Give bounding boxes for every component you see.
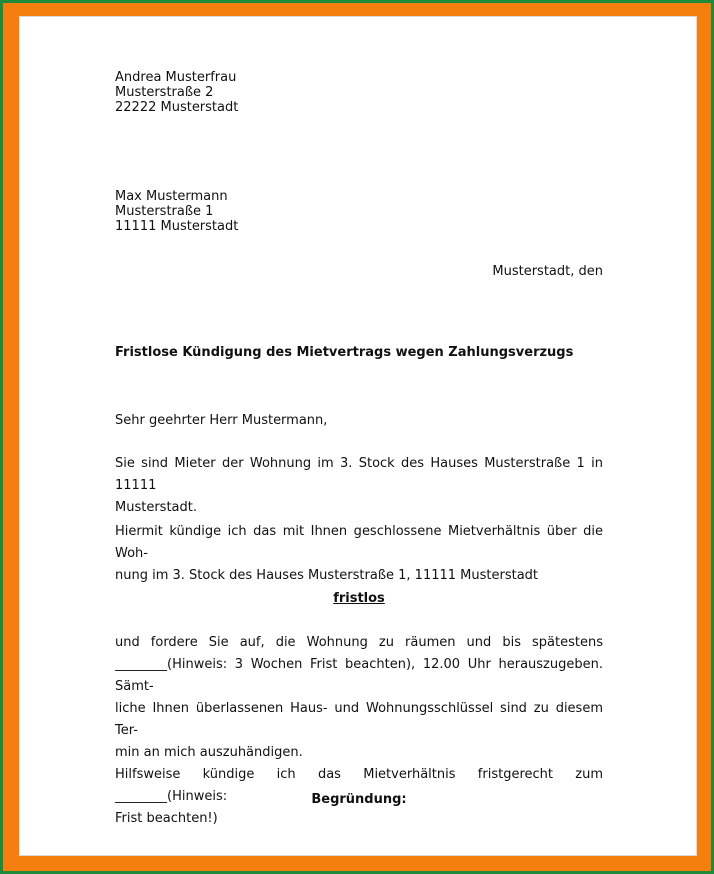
- paragraph-1-line: Musterstadt.: [115, 500, 197, 515]
- paragraph-3-line: ________(Hinweis: 3 Wochen Frist beachten), 12.00 Uhr herauszugeben. Sämt-: [115, 657, 603, 694]
- paragraph-3-line: min an mich auszuhändigen.: [115, 745, 303, 760]
- place-date-text: Musterstadt, den: [492, 264, 603, 279]
- letter-page: [19, 16, 697, 856]
- paragraph-1: [115, 453, 603, 519]
- paragraph-1-line: Sie sind Mieter der Wohnung im 3. Stock des Hauses Musterstraße 1 in 11111: [115, 456, 603, 493]
- recipient-street: Musterstraße 1: [115, 204, 214, 219]
- reason-heading-text: Begründung:: [311, 792, 407, 807]
- emphasis-block: [115, 591, 603, 606]
- paragraph-3-line: Hilfsweise kündige ich das Mietverhältnis fristgerecht zum ________(Hinweis:: [115, 767, 603, 804]
- emphasis-fristlos: fristlos: [333, 591, 385, 606]
- place-date: [115, 264, 603, 279]
- paragraph-2-line: nung im 3. Stock des Hauses Musterstraße 1, 11111 Musterstadt: [115, 568, 539, 583]
- recipient-address: [115, 189, 603, 234]
- recipient-name: Max Mustermann: [115, 189, 228, 204]
- salutation: [115, 413, 603, 428]
- recipient-city: 11111 Musterstadt: [115, 219, 239, 234]
- paragraph-3-line: Frist beachten!): [115, 811, 218, 826]
- subject-line: [115, 345, 603, 360]
- paragraph-3-line: liche Ihnen überlassenen Haus- und Wohnungsschlüssel sind zu diesem Ter-: [115, 701, 603, 738]
- salutation-text: Sehr geehrter Herr Mustermann,: [115, 413, 328, 428]
- reason-heading: [115, 792, 603, 807]
- paragraph-2-line: Hiermit kündige ich das mit Ihnen geschlossene Mietverhältnis über die Woh-: [115, 524, 603, 561]
- sender-city: 22222 Musterstadt: [115, 100, 239, 115]
- paragraph-2: [115, 521, 603, 587]
- sender-address: [115, 70, 603, 115]
- sender-name: Andrea Musterfrau: [115, 70, 237, 85]
- subject-text: Fristlose Kündigung des Mietvertrags wegen Zahlungsverzugs: [115, 345, 574, 360]
- paragraph-3-line: und fordere Sie auf, die Wohnung zu räumen und bis spätestens: [115, 635, 603, 650]
- sender-street: Musterstraße 2: [115, 85, 214, 100]
